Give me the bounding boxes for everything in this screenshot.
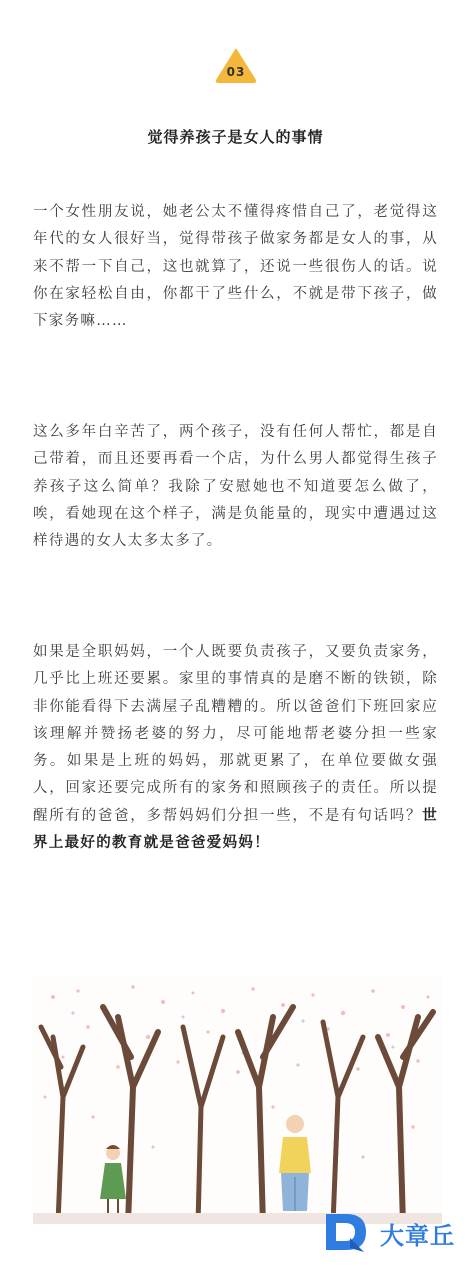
forest-illustration	[33, 977, 442, 1224]
section-number: 03	[226, 65, 246, 79]
d-logo-icon	[320, 1208, 370, 1256]
watermark-name: 大章丘	[380, 1222, 455, 1250]
section-number-badge	[214, 46, 258, 86]
paragraph-2: 这么多年白辛苦了，两个孩子，没有任何人帮忙，都是自己带着，而且还要再看一个店，为什么男人都觉得生孩子养孩子这么简单？我除了安慰她也不知道要怎么做了，唉，看她现在这个样子，满是负能量的，现实中遭遇过这样待遇的女人太多太多了。	[33, 424, 438, 550]
paragraph-3-text: 如果是全职妈妈，一个人既要负责孩子，又要负责家务，几乎比上班还要累。家里的事情真的是磨不断的铁锁，除非你能看得下去满屋子乱糟糟的。所以爸爸们下班回家应该理解并赞扬老婆的努力，尽可能地帮老婆分担一些家务。如果是上班的妈妈，那就更累了，在单位要做女强人，回家还要完成所有的家务和照顾孩子的责任。所以提醒所有的爸爸，多帮妈妈们分担一些，不是有句话吗？	[33, 644, 438, 824]
paragraph-3	[33, 639, 438, 857]
emphasis-text: 世界上最好的教育就是爸爸爱妈妈！	[33, 807, 438, 852]
paragraph-1: 一个女性朋友说，她老公太不懂得疼惜自己了，老觉得这年代的女人很好当，觉得带孩子做家务都是女人的事，从来不帮一下自己，这也就算了，还说一些很伤人的话。说你在家轻松自由，你都干了些什么，不就是带下孩子，做下家务嘛……	[33, 204, 438, 330]
illustration-trees	[33, 977, 442, 1224]
watermark-logo	[320, 1206, 470, 1260]
article-heading: 觉得养孩子是女人的事情	[147, 128, 324, 146]
